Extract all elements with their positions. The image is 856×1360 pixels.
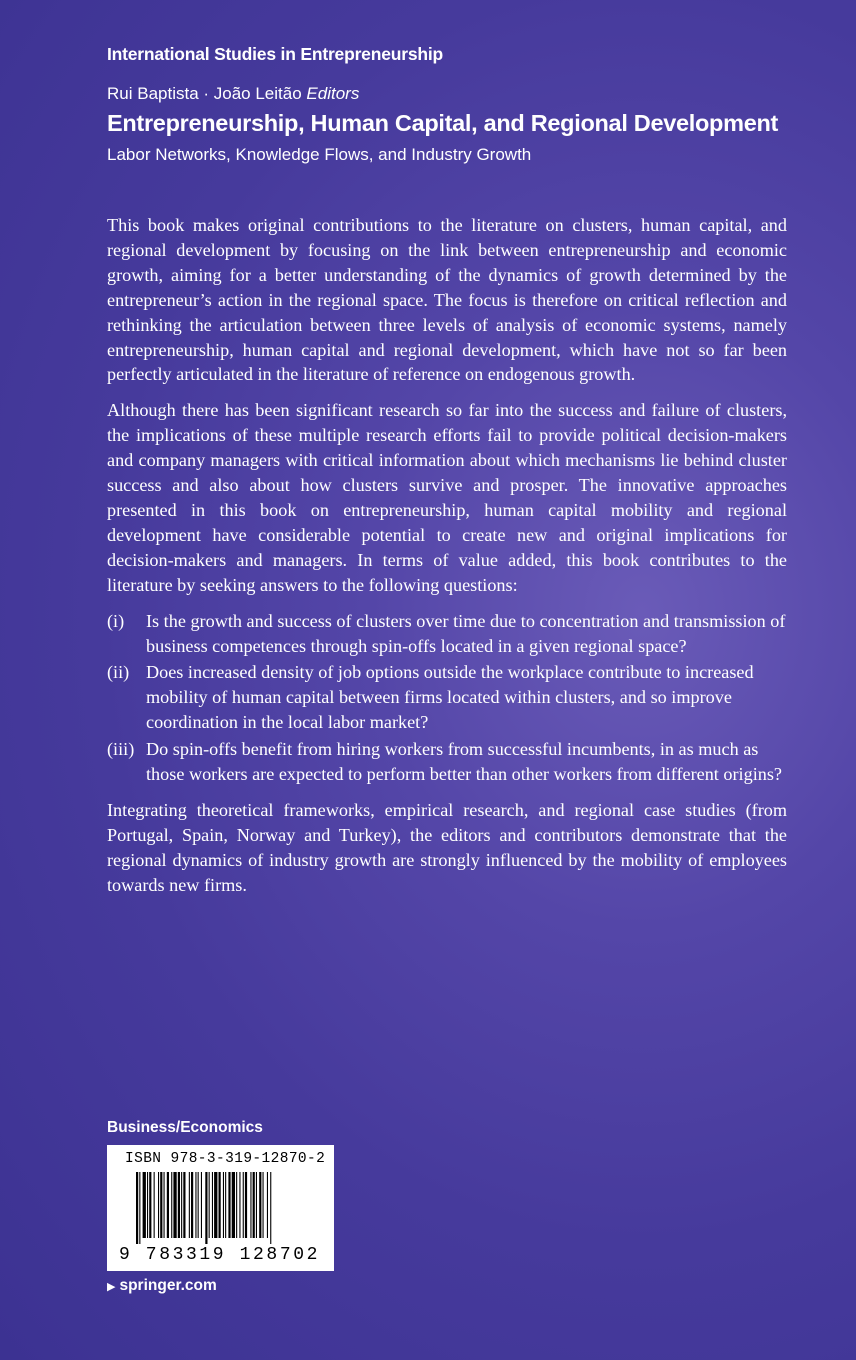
question-text: Does increased density of job options outside the workplace contribute to increased mobility of human capital between firms located within clusters, and so improve coordination in the local labor market? <box>146 662 754 733</box>
subject-category: Business/Economics <box>107 1119 263 1136</box>
blurb-paragraph-3: Integrating theoretical frameworks, empirical research, and regional case studies (from Portugal, Spain, Norway and Turkey), the editors and contributors demonstrate that the regional dynamics of industry growth are strongly influenced by the mobility of employees towards new firms. <box>107 799 787 895</box>
question-text: Is the growth and success of clusters over time due to concentration and transmission of business competences through spin-offs located in a given regional space? <box>146 610 786 656</box>
blurb-paragraph-2: Although there has been significant research so far into the success and failure of clusters, the implications of these multiple research efforts fail to provide political decision-makers and company managers with critical information about which mechanisms lie behind cluster success and also about how clusters survive and prosper. The innovative approaches presented in this book on entrepreneurship, human capital mobility and regional development have considerable potential to create new and original implications for decision-makers and managers. In terms of value added, this book contributes to the literature by seeking answers to the following questions: <box>107 400 787 595</box>
barcode-bars-icon <box>136 1172 316 1244</box>
book-subtitle: Labor Networks, Knowledge Flows, and Industry Growth <box>107 145 532 164</box>
series-title: International Studies in Entrepreneurship <box>107 44 444 64</box>
book-title: Entrepreneurship, Human Capital, and Regional Development <box>107 110 779 136</box>
editor-names: Rui Baptista · João Leitão <box>107 84 302 103</box>
barcode-digits: 9 783319 128702 <box>119 1245 321 1265</box>
question-number: (ii) <box>107 662 130 683</box>
isbn-barcode <box>107 1145 334 1271</box>
question-number: (i) <box>107 610 125 631</box>
website-link[interactable] <box>107 1277 217 1295</box>
isbn-label: ISBN 978-3-319-12870-2 <box>125 1151 326 1167</box>
editors-line <box>107 84 359 104</box>
question-item <box>107 660 787 735</box>
question-text: Do spin-offs benefit from hiring workers from successful incumbents, in as much as those workers are expected to perform better than other workers from different origins? <box>146 739 782 785</box>
questions-list <box>107 609 787 787</box>
question-number: (iii) <box>107 739 135 760</box>
triangle-arrow-icon: ▶ <box>107 1280 116 1293</box>
question-item <box>107 737 787 787</box>
editors-role: Editors <box>306 84 360 103</box>
blurb-body <box>107 213 787 909</box>
blurb-paragraph-1: This book makes original contributions to the literature on clusters, human capital, and regional development by focusing on the link between entrepreneurship and economic growth, aiming for a better understanding of the dynamics of growth determined by the entrepreneur’s action in the regional space. The focus is therefore on critical reflection and rethinking the articulation between three levels of analysis of economic systems, namely entrepreneurship, human capital and regional development, which have not so far been perfectly articulated in the literature of reference on endogenous growth. <box>107 215 787 385</box>
website-label: springer.com <box>119 1277 217 1294</box>
question-item <box>107 609 787 659</box>
